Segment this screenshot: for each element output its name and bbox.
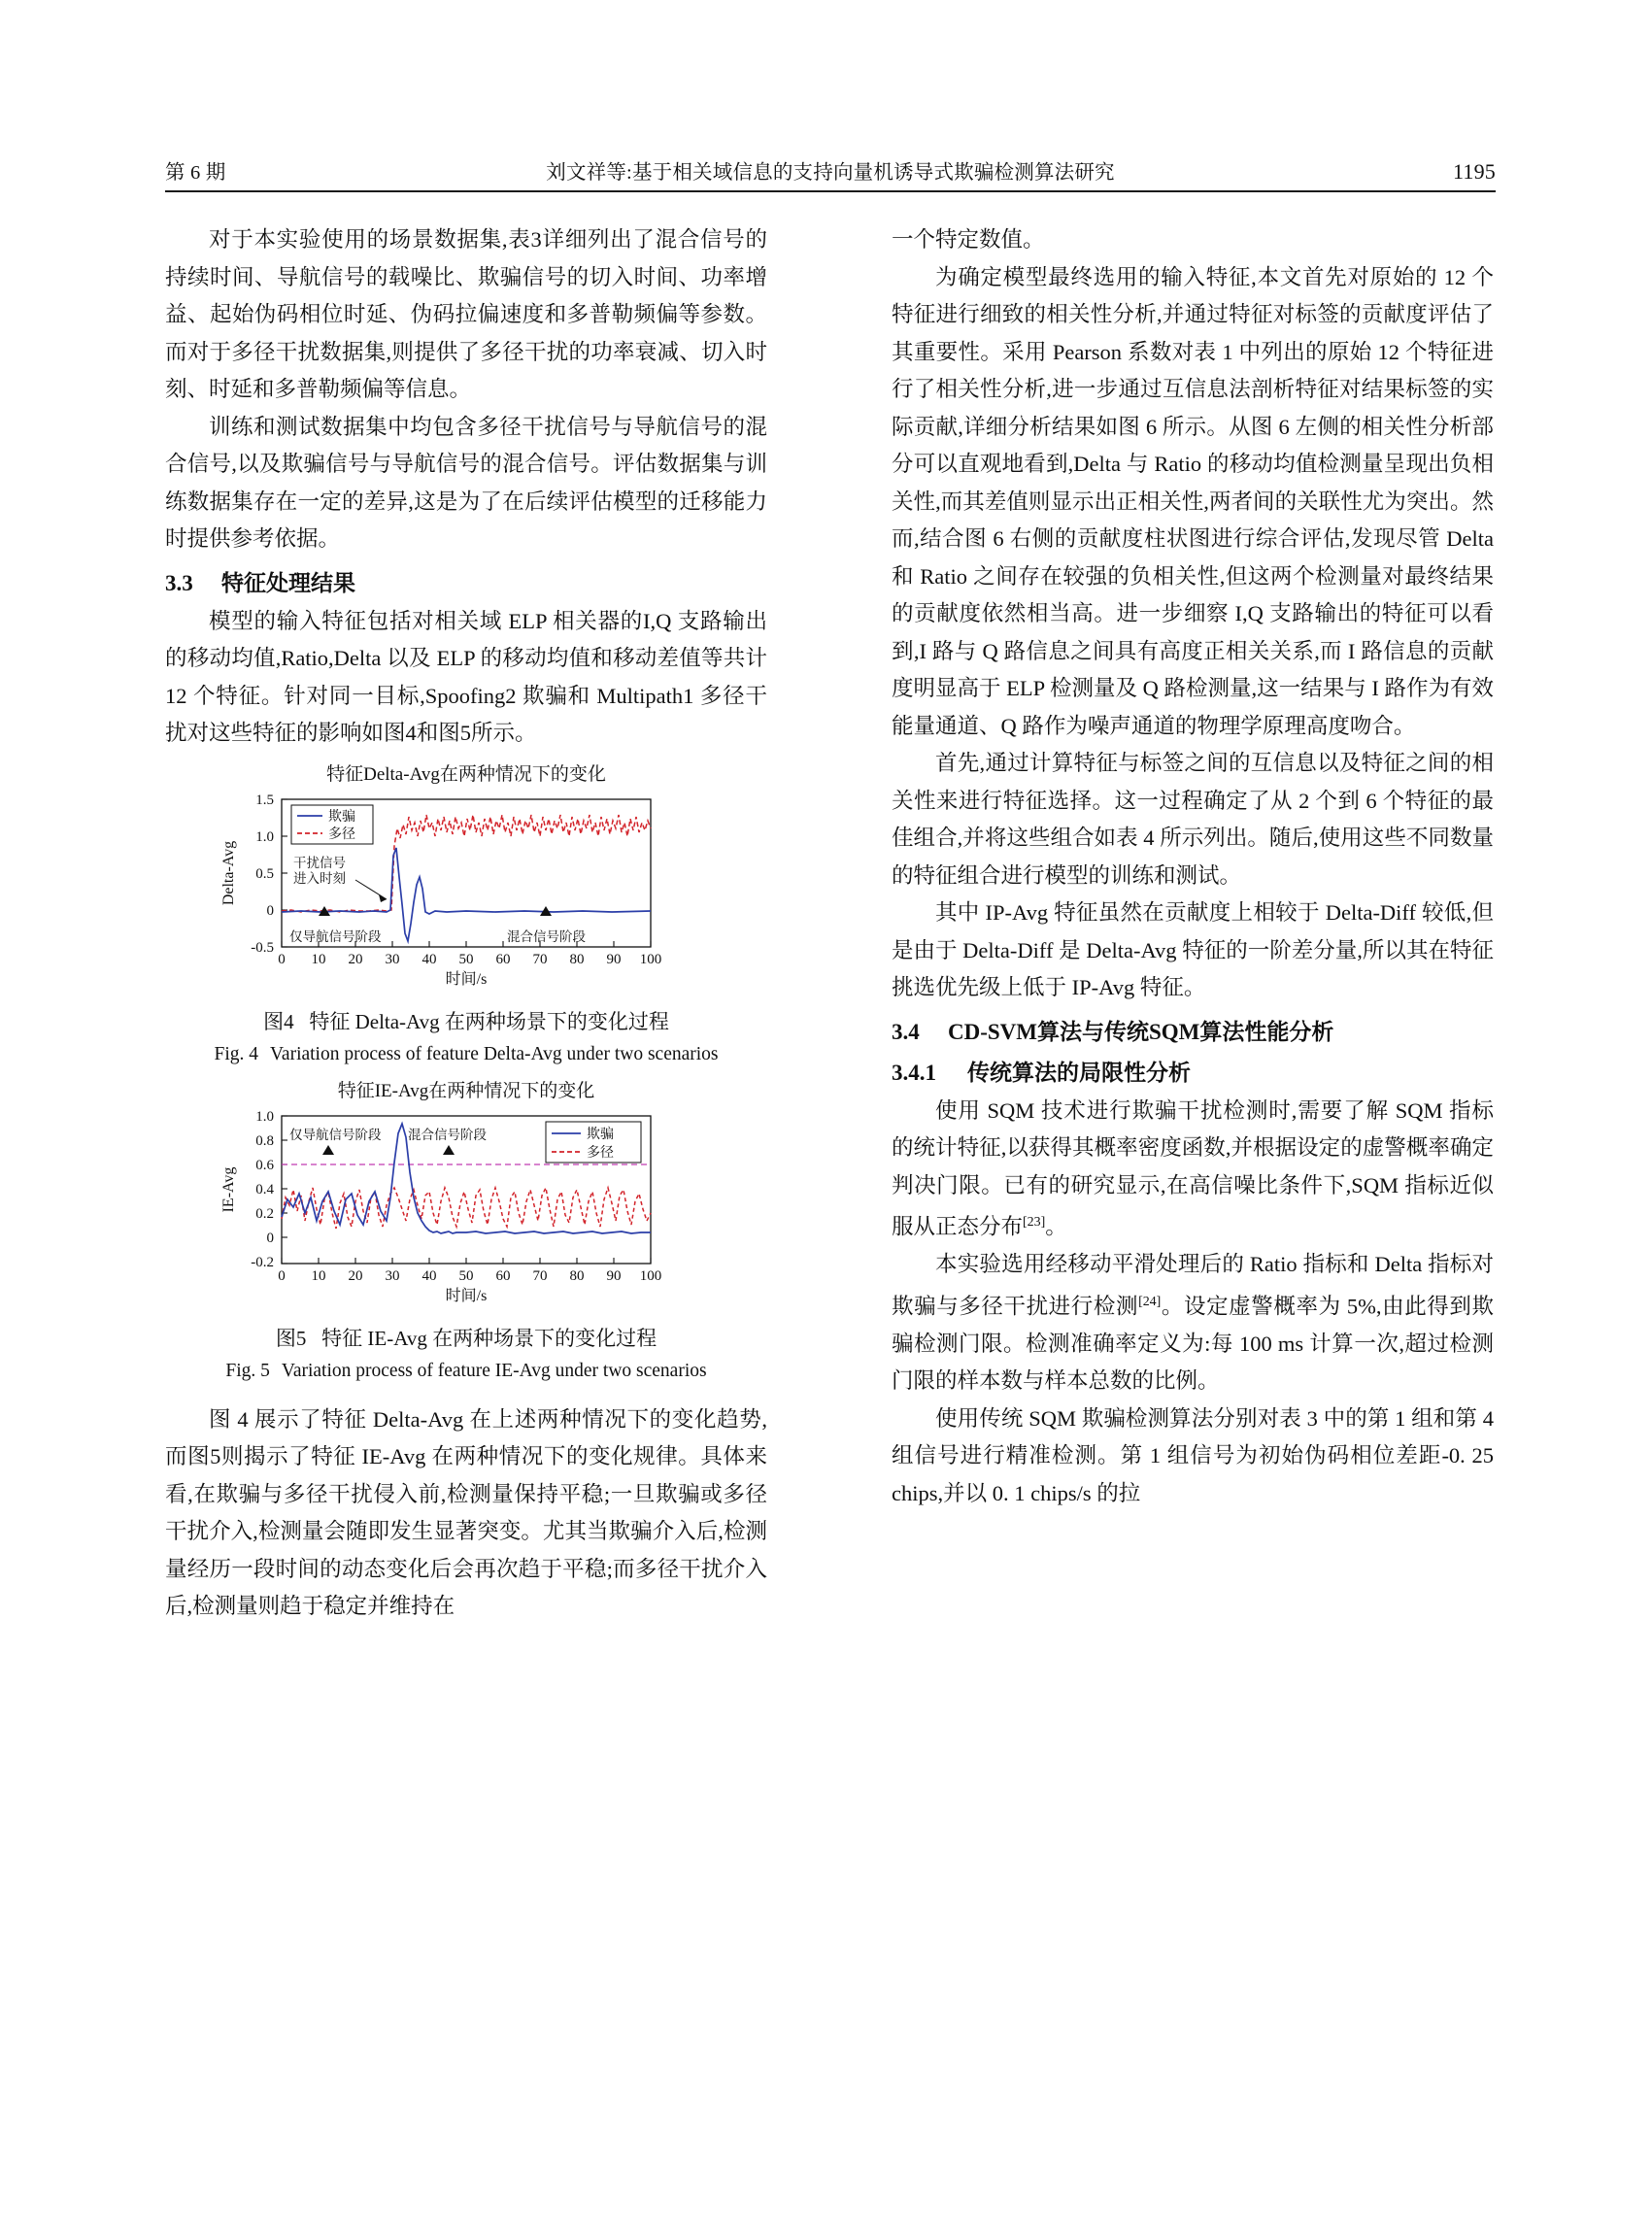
svg-text:0: 0 — [278, 1267, 286, 1284]
figure-4-canvas — [165, 788, 767, 999]
figure-4-chart — [165, 788, 767, 999]
section-heading-3-4-1 — [892, 1054, 1494, 1093]
right-column — [892, 221, 1494, 1512]
figure-5-annotations — [289, 1128, 487, 1155]
svg-text:-0.5: -0.5 — [251, 939, 274, 956]
svg-text:多径: 多径 — [328, 826, 355, 842]
svg-text:0.4: 0.4 — [255, 1181, 274, 1197]
paragraph-end: 。设定虚警概率为 5%,由此得到欺骗检测门限。检测准确率定义为:每 100 ms 计算一次,超过检测门限的样本数与样本总数的比例。 — [892, 1294, 1494, 1393]
svg-text:-0.2: -0.2 — [251, 1254, 274, 1270]
section-heading-3-3 — [165, 564, 767, 603]
article-title: 刘文祥等:基于相关域信息的支持向量机诱导式欺骗检测算法研究 — [546, 162, 1115, 184]
reference-marker-24: [24] — [1138, 1294, 1162, 1309]
issue-number: 第 6 期 — [165, 162, 226, 184]
svg-text:30: 30 — [385, 1267, 400, 1284]
svg-text:0.8: 0.8 — [255, 1132, 274, 1149]
svg-text:欺骗: 欺骗 — [328, 809, 355, 825]
svg-text:20: 20 — [348, 951, 363, 967]
section-heading-3-4 — [892, 1013, 1494, 1052]
figure-5-caption-cn — [165, 1322, 767, 1355]
svg-text:90: 90 — [606, 1267, 622, 1284]
svg-text:50: 50 — [458, 1267, 474, 1284]
svg-text:仅导航信号阶段: 仅导航信号阶段 — [289, 928, 382, 944]
svg-text:1.5: 1.5 — [255, 792, 274, 808]
svg-text:40: 40 — [421, 1267, 437, 1284]
paragraph-text: 本实验选用经移动平滑处理后的 Ratio 指标和 Delta 指标对欺骗与多径干扰进行检测 — [892, 1252, 1494, 1318]
svg-text:60: 60 — [495, 1267, 511, 1284]
section-number: 3.3 — [165, 570, 193, 595]
running-head — [165, 155, 1496, 185]
section-title: CD-SVM算法与传统SQM算法性能分析 — [948, 1019, 1334, 1044]
paragraph — [892, 1093, 1494, 1247]
svg-text:多径: 多径 — [587, 1145, 614, 1161]
figure-4-caption-cn-text: 特征 Delta-Avg 在两种场景下的变化过程 — [309, 1009, 669, 1033]
svg-text:80: 80 — [569, 1267, 585, 1284]
svg-text:10: 10 — [311, 951, 326, 967]
figure-4-caption-en — [165, 1040, 767, 1069]
left-column — [165, 221, 767, 1626]
paragraph: 首先,通过计算特征与标签之间的互信息以及特征之间的相关性来进行特征选择。这一过程确定了从 2 个到 6 个特征的最佳组合,并将这些组合如表 4 所示列出。随后,使用这些不同数量的特征组合进行模型的训练和测试。 — [892, 751, 1494, 888]
svg-text:0.5: 0.5 — [255, 865, 274, 882]
svg-text:进入时刻: 进入时刻 — [293, 870, 346, 886]
figure-4-ylabel: Delta-Avg — [220, 840, 237, 905]
figure-5-plot-title: 特征IE-Avg在两种情况下的变化 — [337, 1080, 595, 1101]
figure-4-legend — [291, 805, 373, 844]
figure-5 — [165, 1079, 767, 1386]
figure-4-label-cn: 图4 — [263, 1009, 294, 1033]
figure-4 — [165, 762, 767, 1069]
header-divider — [165, 190, 1496, 192]
paragraph: 训练和测试数据集中均包含多径干扰信号与导航信号的混合信号,以及欺骗信号与导航信号的混合信号。评估数据集与训练数据集存在一定的差异,这是为了在后续评估模型的迁移能力时提供参考依据。 — [165, 414, 767, 551]
figure-5-ylabel: IE-Avg — [220, 1166, 237, 1212]
svg-text:0: 0 — [278, 951, 286, 967]
svg-text:混合信号阶段: 混合信号阶段 — [408, 1127, 487, 1142]
svg-text:干扰信号: 干扰信号 — [293, 855, 346, 870]
svg-text:1.0: 1.0 — [255, 828, 274, 845]
figure-5-xlabel: 时间/s — [445, 1287, 488, 1304]
subsection-title: 传统算法的局限性分析 — [967, 1060, 1191, 1085]
svg-text:100: 100 — [639, 1267, 662, 1284]
figure-4-caption-en-text: Variation process of feature Delta-Avg under two scenarios — [270, 1043, 719, 1064]
figure-4-annotations — [289, 855, 586, 944]
svg-text:70: 70 — [532, 951, 548, 967]
figure-4-caption-cn — [165, 1005, 767, 1038]
svg-text:欺骗: 欺骗 — [587, 1127, 614, 1142]
paragraph: 一个特定数值。 — [892, 227, 1045, 252]
reference-marker-23: [23] — [1023, 1215, 1046, 1230]
page-number: 1195 — [1453, 159, 1496, 184]
paragraph: 为确定模型最终选用的输入特征,本文首先对原始的 12 个特征进行细致的相关性分析,并通过特征对标签的贡献度评估了其重要性。采用 Pearson 系数对表 1 中列出的原始 12 个特征进行了相关性分析,进一步通过互信息法剖析特征对结果标签的实际贡献,详细分析结果如图 6 所示。从图 6 左侧的相关性分析部分可以直观地看到,Delta 与 Ratio 的移动均值检测量呈现出负相关性,而其差值则显示出正相关性,两者间的关联性尤为突出。然而,结合图 6 右侧的贡献度柱状图进行综合评估,发现尽管 Delta 和 Ratio 之间存在较强的负相关性,但这两个检测量对最终结果的贡献度依然相当高。进一步细察 I,Q 支路输出的特征可以看到,I 路与 Q 路信息之间具有高度正相关关系,而 I 路信息的贡献度明显高于 ELP 检测量及 Q 路检测量,这一结果与 I 路作为有效能量通道、Q 路作为噪声通道的物理学原理高度吻合。 — [892, 264, 1494, 738]
svg-text:30: 30 — [385, 951, 400, 967]
svg-text:20: 20 — [348, 1267, 363, 1284]
figure-5-caption-cn-text: 特征 IE-Avg 在两种场景下的变化过程 — [321, 1326, 657, 1350]
svg-text:60: 60 — [495, 951, 511, 967]
paragraph: 使用传统 SQM 欺骗检测算法分别对表 3 中的第 1 组和第 4 组信号进行精准检测。第 1 组信号为初始伪码相位差距-0. 25 chips,并以 0. 1 chips/s 的拉 — [892, 1405, 1494, 1505]
figure-4-label-en: Fig. 4 — [214, 1043, 258, 1064]
figure-5-label-cn: 图5 — [275, 1326, 307, 1350]
figure-4-plot-title: 特征Delta-Avg在两种情况下的变化 — [326, 763, 606, 785]
figure-5-legend — [546, 1122, 641, 1163]
svg-text:80: 80 — [569, 951, 585, 967]
paragraph: 对于本实验使用的场景数据集,表3详细列出了混合信号的持续时间、导航信号的载噪比、欺骗信号的切入时间、功率增益、起始伪码相位时延、伪码拉偏速度和多普勒频偏等参数。而对于多径干扰数据集,则提供了多径干扰的功率衰减、切入时刻、时延和多普勒频偏等信息。 — [165, 227, 767, 401]
figure-5-caption-en-text: Variation process of feature IE-Avg under two scenarios — [281, 1360, 707, 1381]
figure-5-series-multipath — [282, 1188, 651, 1229]
svg-text:90: 90 — [606, 951, 622, 967]
paragraph — [892, 1246, 1494, 1400]
svg-text:100: 100 — [639, 951, 662, 967]
svg-text:1.0: 1.0 — [255, 1108, 274, 1125]
figure-5-caption-en — [165, 1357, 767, 1386]
section-title: 特征处理结果 — [221, 570, 355, 595]
svg-text:0.6: 0.6 — [255, 1157, 274, 1173]
figure-5-canvas — [165, 1104, 767, 1316]
svg-text:仅导航信号阶段: 仅导航信号阶段 — [289, 1127, 382, 1142]
svg-text:混合信号阶段: 混合信号阶段 — [507, 928, 586, 944]
svg-text:10: 10 — [311, 1267, 326, 1284]
paragraph: 模型的输入特征包括对相关域 ELP 相关器的I,Q 支路输出的移动均值,Ratio,Delta 以及 ELP 的移动均值和移动差值等共计 12 个特征。针对同一目标,Spoofing2 欺骗和 Multipath1 多径干扰对这些特征的影响如图4和图5所示。 — [165, 608, 767, 745]
figure-4-xlabel: 时间/s — [445, 970, 488, 988]
svg-text:0: 0 — [266, 902, 274, 919]
subsection-number: 3.4.1 — [892, 1060, 936, 1085]
paragraph: 图 4 展示了特征 Delta-Avg 在上述两种情况下的变化趋势,而图5则揭示了特征 IE-Avg 在两种情况下的变化规律。具体来看,在欺骗与多径干扰侵入前,检测量保持平稳;一旦欺骗或多径干扰介入,检测量会随即发生显著突变。尤其当欺骗介入后,检测量经历一段时间的动态变化后会再次趋于平稳;而多径干扰介入后,检测量则趋于稳定并维持在 — [165, 1406, 767, 1618]
section-number: 3.4 — [892, 1019, 920, 1044]
svg-text:50: 50 — [458, 951, 474, 967]
paragraph: 其中 IP-Avg 特征虽然在贡献度上相较于 Delta-Diff 较低,但是由于 Delta-Diff 是 Delta-Avg 特征的一阶差分量,所以其在特征挑选优先级上低于 IP-Avg 特征。 — [892, 900, 1494, 999]
paragraph-text: 使用 SQM 技术进行欺骗干扰检测时,需要了解 SQM 指标的统计特征,以获得其概率密度函数,并根据设定的虚警概率确定判决门限。已有的研究显示,在高信噪比条件下,SQM 指标近似服从正态分布 — [892, 1097, 1494, 1239]
figure-5-chart — [165, 1104, 767, 1316]
figure-5-label-en: Fig. 5 — [225, 1360, 270, 1381]
paragraph-end: 。 — [1045, 1214, 1067, 1239]
svg-text:40: 40 — [421, 951, 437, 967]
svg-text:0: 0 — [266, 1230, 274, 1246]
svg-text:0.2: 0.2 — [255, 1205, 274, 1222]
svg-text:70: 70 — [532, 1267, 548, 1284]
